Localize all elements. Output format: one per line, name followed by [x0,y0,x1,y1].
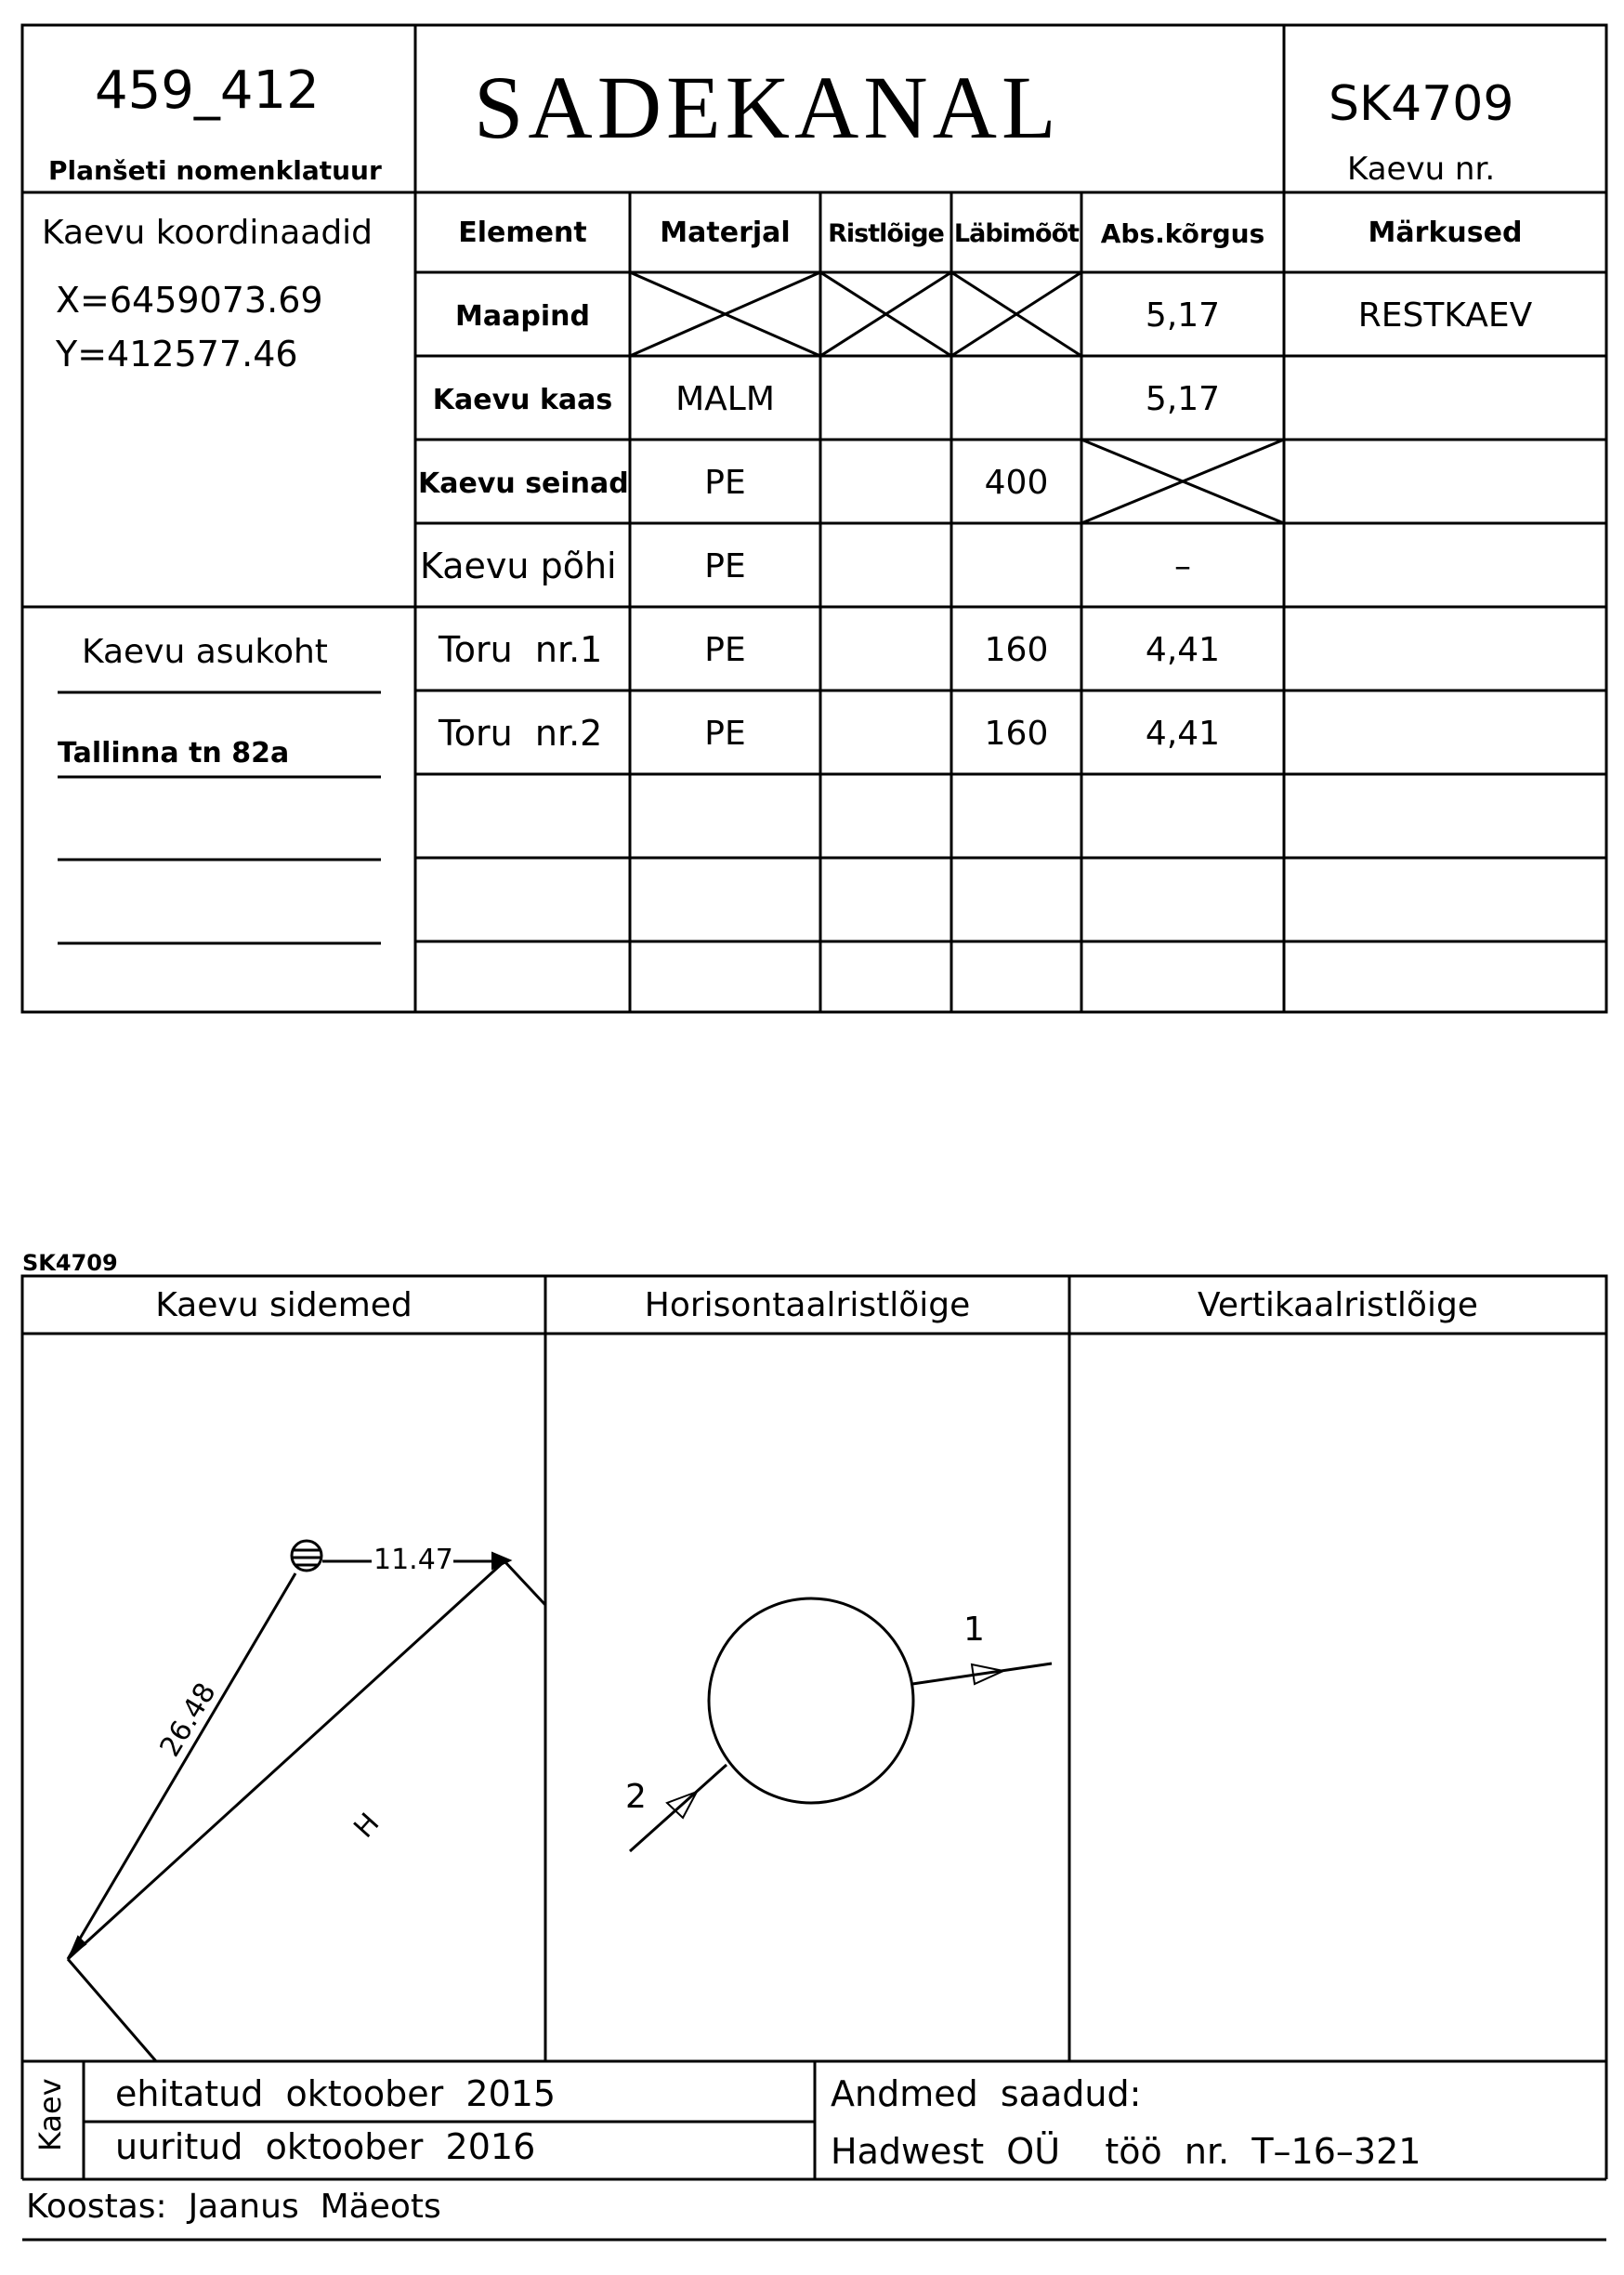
col-header-horizontal-section: Horisontaalristlõige [644,1286,971,1324]
cell-material: PE [704,631,746,669]
page-title: SADEKANAL [474,58,1061,157]
pipe-label: 2 [625,1778,647,1816]
col-header-material: Materjal [660,217,791,249]
plansheet-number: 459_412 [95,60,320,121]
coordinate-y: Y=412577.46 [56,334,298,375]
cell-element: Toru nr.1 [439,629,603,670]
col-header-element: Element [458,217,587,249]
coordinate-x: X=6459073.69 [56,280,323,321]
cell-elevation: – [1174,547,1191,585]
cell-material: MALM [675,380,775,418]
col-header-elevation: Abs.kõrgus [1100,218,1265,249]
cell-notes: RESTKAEV [1357,296,1533,335]
cell-diameter: 400 [984,464,1049,502]
col-header-notes: Märkused [1368,217,1523,249]
building-label: H [347,1807,386,1845]
cell-material: PE [704,715,746,753]
side-label: Kaev [33,2078,68,2151]
dimension-label: 26.48 [153,1677,223,1763]
col-header-cross-section: Ristlõige [828,219,944,248]
cell-material: PE [704,464,746,502]
cell-element: Toru nr.2 [439,713,603,754]
cell-elevation: 4,41 [1145,631,1221,669]
cell-elevation: 5,17 [1145,380,1221,418]
surveyed-date: uuritud oktoober 2016 [115,2126,536,2167]
cell-elevation: 4,41 [1145,715,1221,753]
cell-element: Kaevu põhi [420,546,617,586]
well-number: SK4709 [1329,76,1514,132]
cell-element: Kaevu seinad [418,467,629,500]
coordinates-heading: Kaevu koordinaadid [42,214,373,252]
cell-material: PE [704,547,746,585]
well-number-label: Kaevu nr. [1347,151,1496,188]
col-header-vertical-section: Vertikaalristlõige [1198,1286,1478,1324]
dimension-label: 11.47 [373,1544,453,1576]
cell-element: Kaevu kaas [432,384,613,416]
cell-diameter: 160 [984,715,1049,753]
plansheet-label: Planšeti nomenklatuur [48,155,382,186]
sketch-id-label: SK4709 [22,1250,118,1276]
data-source: Hadwest OÜ töö nr. T–16–321 [831,2131,1421,2172]
cell-diameter: 160 [984,631,1049,669]
col-header-diameter: Läbimõõt [953,219,1080,248]
location-heading: Kaevu asukoht [82,633,328,671]
pipe-label: 1 [963,1611,985,1649]
cell-elevation: 5,17 [1145,296,1221,335]
col-header-ties: Kaevu sidemed [155,1286,413,1324]
built-date: ehitatud oktoober 2015 [115,2073,557,2114]
location-address: Tallinna tn 82a [58,737,290,769]
compiled-by: Koostas: Jaanus Mäeots [26,2188,441,2226]
data-source-heading: Andmed saadud: [831,2073,1142,2114]
cell-element: Maapind [455,300,590,333]
